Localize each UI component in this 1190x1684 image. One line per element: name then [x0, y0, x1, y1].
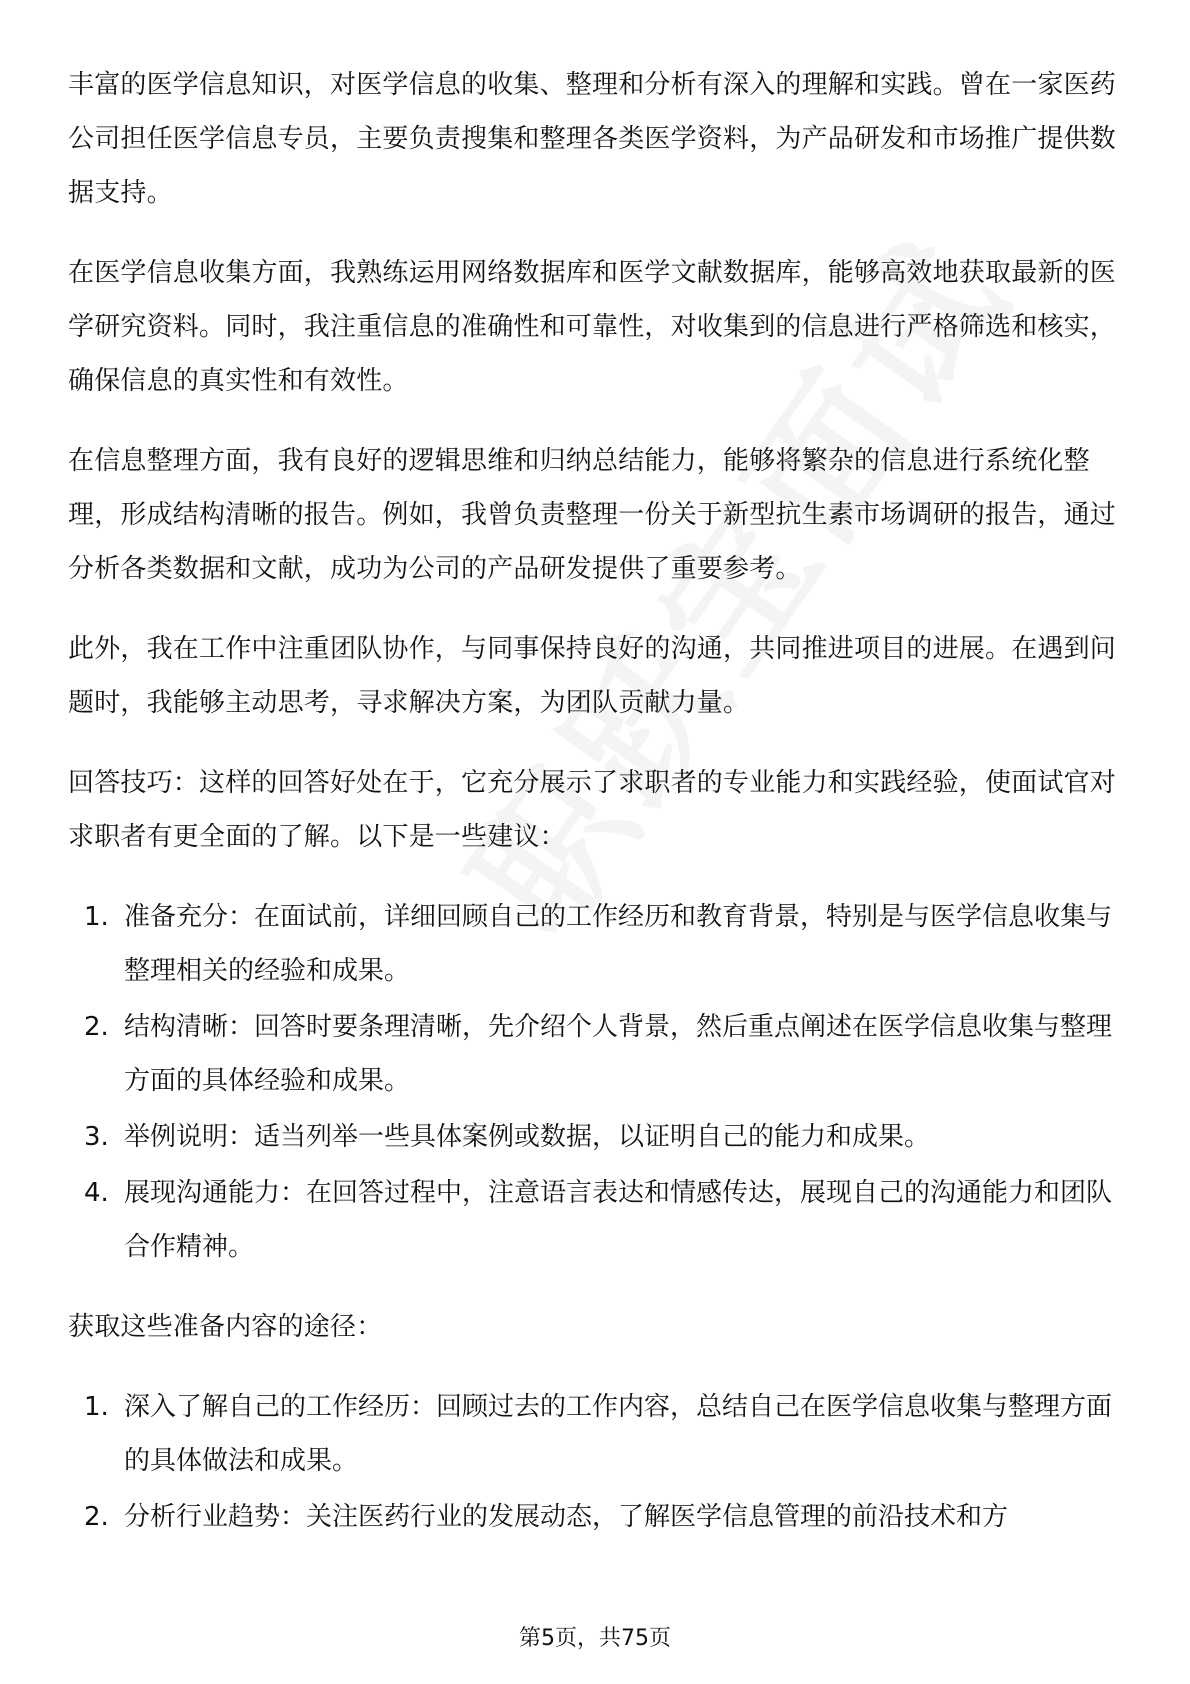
list-item	[68, 1166, 1130, 1274]
tips-list	[68, 890, 1130, 1274]
list-item	[68, 1490, 1130, 1544]
list-number: 1.	[84, 1392, 109, 1422]
sources-list	[68, 1380, 1130, 1544]
paragraph-experience: 丰富的医学信息知识，对医学信息的收集、整理和分析有深入的理解和实践。曾在一家医药公司担任医学信息专员，主要负责搜集和整理各类医学资料，为产品研发和市场推广提供数据支持。	[68, 70, 1117, 208]
list-number: 4.	[84, 1178, 109, 1208]
paragraph-answer-tips: 回答技巧：这样的回答好处在于，它充分展示了求职者的专业能力和实践经验，使面试官对求职者有更全面的了解。以下是一些建议：	[68, 768, 1117, 852]
list-text: 分析行业趋势：关注医药行业的发展动态，了解医学信息管理的前沿技术和方	[124, 1502, 1009, 1532]
list-item	[68, 1110, 1130, 1164]
document-page	[68, 58, 1130, 1570]
list-number: 2.	[84, 1012, 109, 1042]
page-number: 第5页，共75页	[519, 1626, 671, 1651]
list-text: 展现沟通能力：在回答过程中，注意语言表达和情感传达，展现自己的沟通能力和团队合作精神。	[124, 1178, 1113, 1262]
list-number: 2.	[84, 1502, 109, 1532]
list-text: 举例说明：适当列举一些具体案例或数据，以证明自己的能力和成果。	[124, 1122, 931, 1152]
list-text: 深入了解自己的工作经历：回顾过去的工作内容，总结自己在医学信息收集与整理方面的具体做法和成果。	[124, 1392, 1113, 1476]
list-text: 准备充分：在面试前，详细回顾自己的工作经历和教育背景，特别是与医学信息收集与整理相关的经验和成果。	[124, 902, 1113, 986]
list-number: 1.	[84, 902, 109, 932]
paragraph-teamwork: 此外，我在工作中注重团队协作，与同事保持良好的沟通，共同推进项目的进展。在遇到问题时，我能够主动思考，寻求解决方案，为团队贡献力量。	[68, 634, 1117, 718]
list-text: 结构清晰：回答时要条理清晰，先介绍个人背景，然后重点阐述在医学信息收集与整理方面的具体经验和成果。	[124, 1012, 1113, 1096]
list-item	[68, 890, 1130, 998]
paragraph-organization: 在信息整理方面，我有良好的逻辑思维和归纳总结能力，能够将繁杂的信息进行系统化整理，形成结构清晰的报告。例如，我曾负责整理一份关于新型抗生素市场调研的报告，通过分析各类数据和文献，成功为公司的产品研发提供了重要参考。	[68, 446, 1117, 584]
list-item	[68, 1000, 1130, 1108]
paragraph-preparation-sources: 获取这些准备内容的途径：	[68, 1312, 383, 1342]
list-item	[68, 1380, 1130, 1488]
list-number: 3.	[84, 1122, 109, 1152]
paragraph-collection: 在医学信息收集方面，我熟练运用网络数据库和医学文献数据库，能够高效地获取最新的医学研究资料。同时，我注重信息的准确性和可靠性，对收集到的信息进行严格筛选和核实，确保信息的真实性和有效性。	[68, 258, 1117, 396]
